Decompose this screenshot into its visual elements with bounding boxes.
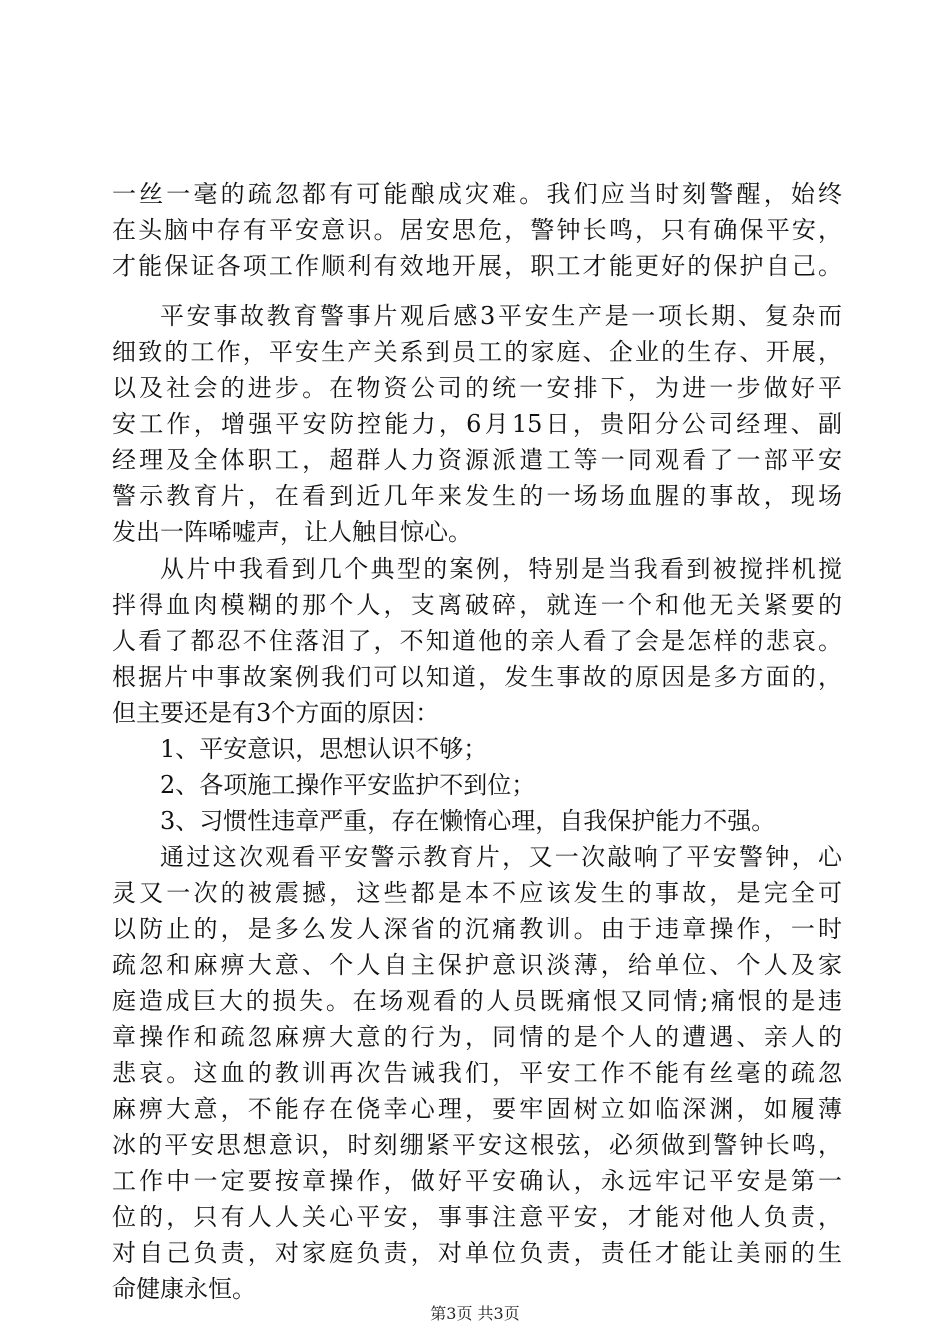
text-line: 疏忽和麻痹大意、个人自主保护意识淡薄，给单位、个人及家	[112, 951, 842, 979]
text-line: 庭造成巨大的损失。在场观看的人员既痛恨又同情;痛恨的是违	[112, 987, 842, 1015]
list-item: 3、习惯性违章严重，存在懒惰心理，自我保护能力不强。	[160, 807, 776, 835]
text-line: 从片中我看到几个典型的案例，特别是当我看到被搅拌机搅	[160, 555, 842, 583]
text-line: 但主要还是有3个方面的原因：	[112, 699, 440, 727]
text-line: 细致的工作，平安生产关系到员工的家庭、企业的生存、开展，	[112, 338, 842, 366]
text-line: 冰的平安思想意识，时刻绷紧平安这根弦，必须做到警钟长鸣，	[112, 1131, 842, 1159]
text-line: 发出一阵唏嘘声，让人触目惊心。	[112, 518, 472, 546]
list-item: 1、平安意识，思想认识不够；	[160, 735, 488, 763]
text-line: 一丝一毫的疏忽都有可能酿成灾难。我们应当时刻警醒，始终	[112, 180, 842, 208]
text-line: 位的，只有人人关心平安，事事注意平安，才能对他人负责，	[112, 1203, 842, 1231]
text-line: 平安事故教育警事片观后感3平安生产是一项长期、复杂而	[160, 302, 842, 330]
text-line: 工作中一定要按章操作，做好平安确认，永远牢记平安是第一	[112, 1167, 842, 1195]
text-line: 对自己负责，对家庭负责，对单位负责，责任才能让美丽的生	[112, 1239, 842, 1267]
text-line: 才能保证各项工作顺利有效地开展，职工才能更好的保护自己。	[112, 252, 842, 280]
text-line: 警示教育片，在看到近几年来发生的一场场血腥的事故，现场	[112, 482, 842, 510]
list-item: 2、各项施工操作平安监护不到位；	[160, 771, 536, 799]
text-line: 安工作，增强平安防控能力，6月15日，贵阳分公司经理、副	[112, 410, 842, 438]
text-line: 通过这次观看平安警示教育片，又一次敲响了平安警钟，心	[160, 843, 842, 871]
text-line: 根据片中事故案例我们可以知道，发生事故的原因是多方面的，	[112, 663, 842, 691]
text-line: 拌得血肉模糊的那个人，支离破碎，就连一个和他无关紧要的	[112, 591, 842, 619]
text-line: 人看了都忍不住落泪了，不知道他的亲人看了会是怎样的悲哀。	[112, 627, 842, 655]
text-line: 在头脑中存有平安意识。居安思危，警钟长鸣，只有确保平安，	[112, 216, 842, 244]
text-line: 章操作和疏忽麻痹大意的行为，同情的是个人的遭遇、亲人的	[112, 1023, 842, 1051]
page-number-footer: 第3页 共3页	[430, 1304, 520, 1323]
text-line: 命健康永恒。	[112, 1275, 256, 1303]
text-line: 灵又一次的被震撼，这些都是本不应该发生的事故，是完全可	[112, 879, 842, 907]
text-line: 麻痹大意，不能存在侥幸心理，要牢固树立如临深渊，如履薄	[112, 1095, 842, 1123]
text-line: 以及社会的进步。在物资公司的统一安排下，为进一步做好平	[112, 374, 842, 402]
text-line: 经理及全体职工，超群人力资源派遣工等一同观看了一部平安	[112, 446, 842, 474]
text-line: 悲哀。这血的教训再次告诫我们，平安工作不能有丝毫的疏忽	[112, 1059, 842, 1087]
text-line: 以防止的，是多么发人深省的沉痛教训。由于违章操作，一时	[112, 915, 842, 943]
